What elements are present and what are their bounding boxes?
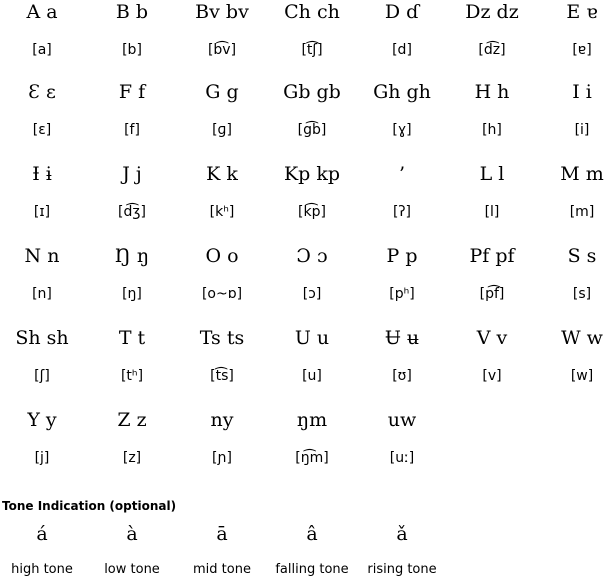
alphabet-ipa: [t͡s] [210,368,234,384]
alphabet-letter: Gh gh [373,81,431,103]
alphabet-ipa: [ɲ] [212,450,232,466]
tone-name: high tone [11,562,73,577]
tone-name: low tone [104,562,160,577]
alphabet-letter: Ʉ ʉ [384,327,420,349]
alphabet-ipa: [ʃ] [34,368,50,384]
alphabet-letter: S s [567,245,597,267]
alphabet-ipa: [ʔ] [392,204,412,220]
alphabet-letter: Ɔ ɔ [296,245,328,267]
alphabet-letter: M m [560,163,604,185]
alphabet-letter: ny [210,409,234,431]
alphabet-letter: A a [26,1,58,23]
alphabet-letter: T t [118,327,146,349]
alphabet-ipa: [w] [570,368,594,384]
alphabet-ipa: [u] [302,368,322,384]
alphabet-letter: Ɛ ɛ [28,81,56,103]
tone-name: falling tone [275,562,349,577]
alphabet-ipa: [h] [482,122,502,138]
alphabet-letter: G g [205,81,239,103]
alphabet-ipa: [f] [124,122,140,138]
alphabet-letter: Bv bv [195,1,249,23]
tone-mark: â [306,523,318,545]
alphabet-ipa: [pʰ] [389,286,415,302]
alphabet-ipa: [l] [484,204,500,220]
alphabet-letter: ŋm [296,409,328,431]
alphabet-letter: Dz dz [465,1,519,23]
tone-heading: Tone Indication (optional) [2,499,177,513]
alphabet-ipa: [ʊ] [392,368,412,384]
alphabet-letter: Y y [27,409,57,431]
alphabet-letter: Ɨ ɨ [32,163,52,185]
tone-mark: ǎ [396,523,408,545]
alphabet-letter: Pf pf [469,245,515,267]
alphabet-letter: H h [474,81,510,103]
alphabet-letter: F f [118,81,146,103]
alphabet-ipa: [ɛ] [32,122,52,138]
alphabet-letter: Kp kp [283,163,341,185]
alphabet-ipa: [ŋ͡m] [295,450,329,466]
alphabet-ipa: [ɪ] [33,204,51,220]
tone-mark: ā [216,523,228,545]
alphabet-letter: Z z [117,409,147,431]
alphabet-ipa: [b] [122,42,142,58]
alphabet-ipa: [s] [572,286,592,302]
alphabet-ipa: [d͡ʒ] [118,204,146,220]
alphabet-letter: K k [206,163,238,185]
alphabet-letter: V v [476,327,508,349]
alphabet-ipa: [o~ɒ] [201,286,243,302]
alphabet-letter: Ch ch [284,1,340,23]
alphabet-ipa: [m] [569,204,595,220]
alphabet-letter: Sh sh [15,327,69,349]
alphabet-ipa: [ɡ] [212,122,232,138]
alphabet-ipa: [p͡f] [479,286,505,302]
alphabet-ipa: [d͡z] [478,42,506,58]
alphabet-ipa: [a] [32,42,52,58]
alphabet-ipa: [v] [482,368,502,384]
alphabet-ipa: [i] [574,122,590,138]
alphabet-ipa: [ɣ] [392,122,412,138]
tone-name: mid tone [193,562,251,577]
alphabet-letter: B b [115,1,149,23]
alphabet-letter: W w [561,327,603,349]
alphabet-letter: N n [24,245,60,267]
alphabet-ipa: [g͡b] [297,122,327,138]
alphabet-ipa: [kʰ] [209,204,235,220]
alphabet-ipa: [j] [34,450,50,466]
tone-mark: à [126,523,138,545]
alphabet-letter: Gb gb [283,81,341,103]
alphabet-ipa: [d] [392,42,412,58]
alphabet-letter: P p [386,245,418,267]
alphabet-ipa: [k͡p] [298,204,326,220]
alphabet-letter: D ɗ [384,1,420,23]
alphabet-letter: L l [479,163,505,185]
alphabet-ipa: [n] [32,286,52,302]
alphabet-ipa: [ɐ] [572,42,592,58]
tone-mark: á [36,523,48,545]
alphabet-letter: J j [122,163,142,185]
alphabet-letter: I i [572,81,592,103]
alphabet-ipa: [t͡ʃ] [301,42,323,58]
alphabet-ipa: [ŋ] [122,286,142,302]
alphabet-ipa: [tʰ] [120,368,144,384]
alphabet-ipa: [z] [122,450,142,466]
alphabet-letter: E ɐ [566,1,598,23]
alphabet-ipa: [ɔ] [302,286,322,302]
alphabet-letter: ’ [398,163,406,185]
alphabet-letter: uw [387,409,417,431]
alphabet-letter: O o [205,245,239,267]
alphabet-letter: Ŋ ŋ [114,245,150,267]
alphabet-ipa: [b͡v] [207,42,237,58]
alphabet-ipa: [uː] [389,450,415,466]
alphabet-letter: U u [294,327,330,349]
alphabet-letter: Ts ts [199,327,245,349]
tone-name: rising tone [367,562,437,577]
